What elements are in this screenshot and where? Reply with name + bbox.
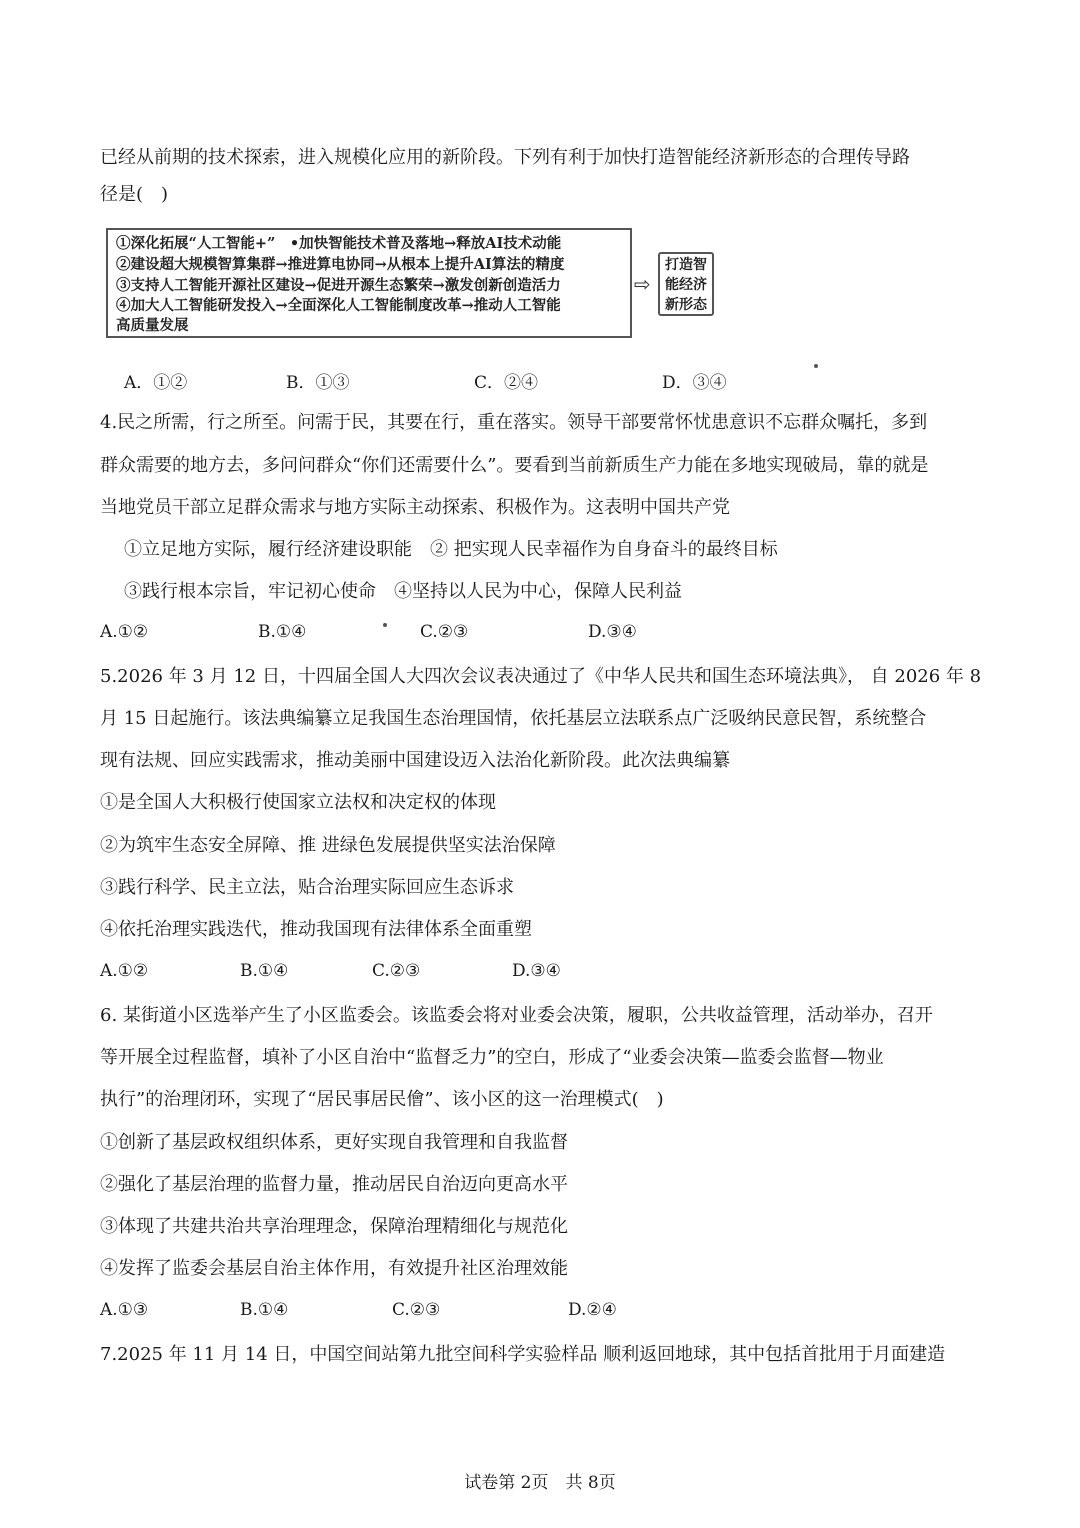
q6-option-c: C.②③: [392, 1300, 441, 1320]
scan-speck-2: [383, 623, 387, 627]
q3-option-c: C．②④: [474, 373, 539, 393]
q4-choice-line-1: ①立足地方实际，履行经济建设职能 ② 把实现人民幸福作为自身奋斗的最终目标: [124, 539, 778, 560]
q6-choice-1: ①创新了基层政权组织体系，更好实现自我管理和自我监督: [100, 1132, 568, 1153]
q4-stem-line-3: 当地党员干部立足群众需求与地方实际主动探索、积极作为。这表明中国共产党: [100, 497, 730, 518]
q5-option-a: A.①②: [100, 961, 149, 981]
q3-path-diagram: [106, 228, 632, 338]
q4-option-b: B.①④: [258, 622, 307, 642]
right-arrow-icon: ⇨: [634, 272, 651, 296]
q6-choice-3: ③体现了共建共治共享治理理念，保障治理精细化与规范化: [100, 1216, 568, 1237]
q6-option-b: B.①④: [240, 1300, 289, 1320]
q3-stem-line-1: 已经从前期的技术探索，进入规模化应用的新阶段。下列有利于加快打造智能经济新形态的合理传导路: [100, 147, 910, 168]
q4-option-d: D.③④: [588, 622, 637, 642]
q3-option-a: A．①②: [124, 373, 188, 393]
q6-choice-4: ④发挥了监委会基层自治主体作用，有效提升社区治理效能: [100, 1258, 568, 1279]
q7-stem-line-1: 7.2025 年 11 月 14 日，中国空间站第九批空间科学实验样品 顺利返回地球，其中包括首批用于月面建造: [100, 1344, 946, 1365]
diagram-line-5: 高质量发展: [116, 317, 189, 334]
q3-option-b: B．①③: [286, 373, 350, 393]
q4-stem-line-1: 4.民之所需，行之所至。问需于民，其要在行，重在落实。领导干部要常怀忧患意识不忘群众嘱托，多到: [100, 412, 928, 433]
q5-option-c: C.②③: [372, 961, 421, 981]
q6-stem-line-3: 执行”的治理闭环，实现了“居民事居民儈”、该小区的这一治理模式( ): [100, 1089, 664, 1110]
diagram-line-3: ③支持人工智能开源社区建设→促进开源生态繁荣→激发创新创造活力: [116, 277, 561, 294]
q4-choice-line-2: ③践行根本宗旨，牢记初心使命 ④坚持以人民为中心，保障人民利益: [124, 581, 682, 602]
q5-option-d: D.③④: [512, 961, 561, 981]
q5-choice-1: ①是全国人大积极行使国家立法权和决定权的体现: [100, 792, 496, 813]
q6-choice-2: ②强化了基层治理的监督力量，推动居民自治迈向更高水平: [100, 1174, 568, 1195]
q4-option-c: C.②③: [420, 622, 469, 642]
diagram-line-1: ①深化拓展“人工智能+” •加快智能技术普及落地→释放AI技术动能: [116, 235, 562, 252]
q3-result-box: [658, 252, 714, 316]
q5-option-b: B.①④: [240, 961, 289, 981]
q5-stem-line-1: 5.2026 年 3 月 12 日，十四届全国人大四次会议表决通过了《中华人民共和国生态环境法典》， 自 2026 年 8: [100, 666, 982, 687]
q4-option-a: A.①②: [100, 622, 149, 642]
diagram-line-2: ②建设超大规模智算集群→推进算电协同→从根本上提升AI算法的精度: [116, 256, 565, 273]
q5-choice-3: ③践行科学、民主立法，贴合治理实际回应生态诉求: [100, 877, 514, 898]
q3-option-d: D．③④: [662, 373, 727, 393]
result-line-2: 能经济: [665, 277, 707, 293]
page-footer: 试卷第 2页 共 8页: [464, 1473, 616, 1493]
result-line-3: 新形态: [665, 297, 707, 313]
scan-speck: [814, 364, 818, 368]
q4-stem-line-2: 群众需要的地方去，多问问群众“你们还需要什么”。要看到当前新质生产力能在多地实现破局，靠的就是: [100, 455, 929, 476]
q6-stem-line-1: 6. 某街道小区选举产生了小区监委会。该监委会将对业委会决策，履职，公共收益管理，活动举办，召开: [100, 1005, 933, 1026]
q3-stem-line-2: 径是( ): [100, 184, 169, 205]
q5-choice-2: ②为筑牢生态安全屏障、推 进绿色发展提供坚实法治保障: [100, 835, 556, 856]
q6-stem-line-2: 等开展全过程监督，填补了小区自治中“监督乏力”的空白，形成了“业委会决策—监委会监督—物业: [100, 1047, 884, 1068]
q5-choice-4: ④依托治理实践迭代，推动我国现有法律体系全面重塑: [100, 919, 532, 940]
q6-option-a: A.①③: [100, 1300, 149, 1320]
diagram-line-4: ④加大人工智能研发投入→全面深化人工智能制度改革→推动人工智能: [116, 297, 561, 314]
q5-stem-line-3: 现有法规、回应实践需求，推动美丽中国建设迈入法治化新阶段。此次法典编纂: [100, 750, 730, 771]
q6-option-d: D.②④: [568, 1300, 617, 1320]
q5-stem-line-2: 月 15 日起施行。该法典编纂立足我国生态治理国情，依托基层立法联系点广泛吸纳民意民智，系统整合: [100, 708, 927, 729]
result-line-1: 打造智: [665, 257, 707, 273]
